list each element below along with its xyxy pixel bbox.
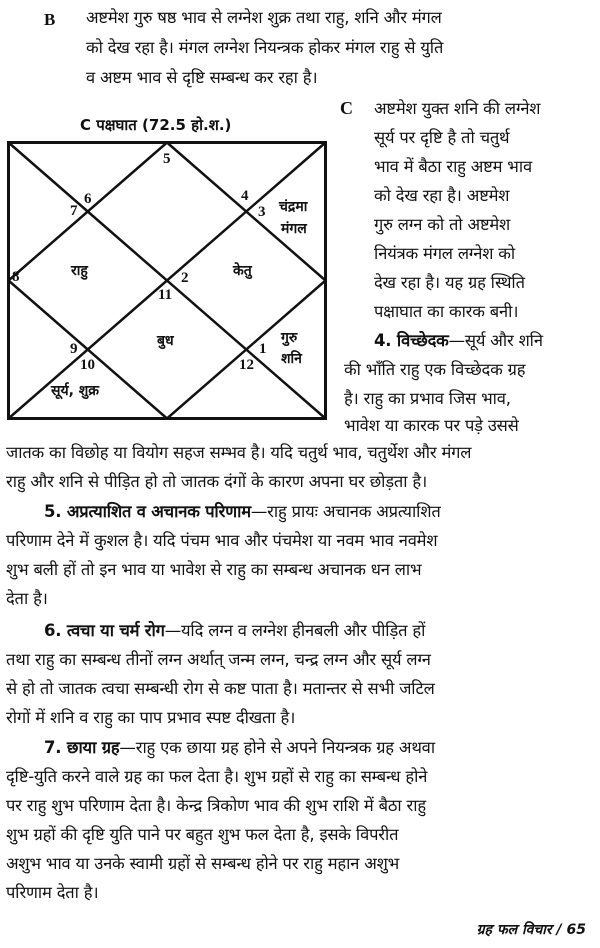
section-c-line-7: देख रहा है। यह ग्रह स्थिति bbox=[374, 273, 525, 292]
point-4-line-1: —सूर्य और शनि bbox=[448, 331, 543, 350]
planet-chandrama: चंद्रमा bbox=[279, 199, 308, 215]
chart-title: C पक्षघात (72.5 हो.श.) bbox=[80, 116, 232, 134]
page-footer: ग्रह फल विचार / 65 bbox=[476, 922, 586, 938]
planet-shani: शनि bbox=[281, 351, 302, 367]
point-7-line-3: पर राहु शुभ परिणाम देता है। केन्द्र त्रिकोण भाव की शुभ राशि में बैठा राहु bbox=[6, 796, 426, 815]
point-5-first-line bbox=[44, 500, 441, 524]
house-number-11: 11 bbox=[158, 287, 173, 303]
point-6-line-1: —यदि लग्न व लग्नेश हीनबली और पीड़ित हों bbox=[164, 621, 426, 640]
horoscope-chart bbox=[7, 141, 327, 420]
point-5-line-1: —राहु प्रायः अचानक अप्रत्याशित bbox=[250, 502, 441, 521]
point-4-line-2: की भाँति राहु एक विच्छेदक ग्रह bbox=[344, 360, 526, 379]
point-7-line-4: शुभ ग्रहों की दृष्टि युति पाने पर बहुत शुभ फल देता है, इसके विपरीत bbox=[6, 825, 399, 844]
section-c-line-1: अष्टमेश युक्त शनि की लग्नेश bbox=[374, 99, 541, 118]
point-7-line-2: दृष्टि-युति करने वाले ग्रह का फल देता है। शुभ ग्रहों से राहु का सम्बन्ध होने bbox=[6, 767, 428, 786]
planet-mangal: मंगल bbox=[281, 221, 307, 237]
house-number-6: 6 bbox=[84, 191, 92, 207]
planet-guru: गुरु bbox=[281, 330, 298, 346]
house-number-4: 4 bbox=[241, 188, 249, 204]
planet-budh: बुध bbox=[157, 333, 174, 349]
point-6-line-2: तथा राहु का सम्बन्ध तीनों लग्न अर्थात् जन्म लग्न, चन्द्र लग्न और सूर्य लग्न bbox=[6, 650, 431, 669]
point-4-line-3: है। राहु का प्रभाव जिस भाव, bbox=[344, 389, 511, 408]
point-6-line-3: से हो तो जातक त्वचा सम्बन्धी रोग से कष्ट पाता है। मतान्तर से सभी जटिल bbox=[6, 679, 435, 698]
planet-rahu: राहु bbox=[71, 263, 88, 279]
house-number-5: 5 bbox=[163, 151, 171, 167]
house-number-2: 2 bbox=[181, 270, 189, 286]
section-b-line-2: को देख रहा है। मंगल लग्नेश नियन्त्रक होकर मंगल राहु से युति bbox=[86, 38, 444, 57]
section-c-line-4: को देख रहा है। अष्टमेश bbox=[374, 186, 510, 205]
section-b-label: B bbox=[44, 10, 56, 29]
point-5-heading: 5. अप्रत्याशित व अचानक परिणाम bbox=[44, 502, 251, 521]
point-4-line-5: जातक का विछोह या वियोग सहज सम्भव है। यदि चतुर्थ भाव, चतुर्थेश और मंगल bbox=[6, 443, 472, 462]
chart-grid bbox=[7, 141, 327, 420]
planet-ketu: केतु bbox=[233, 263, 252, 279]
section-b-line-1: अष्टमेश गुरु षष्ठ भाव से लग्नेश शुक्र तथा राहु, शनि और मंगल bbox=[86, 8, 442, 27]
point-6-first-line bbox=[44, 619, 425, 643]
point-7-line-6: परिणाम देता है। bbox=[6, 883, 99, 902]
point-7-line-5: अशुभ भाव या उनके स्वामी ग्रहों से सम्बन्ध होने पर राहु महान अशुभ bbox=[6, 854, 400, 873]
house-number-10: 10 bbox=[80, 357, 95, 373]
house-number-3: 3 bbox=[258, 204, 266, 220]
house-number-9: 9 bbox=[70, 341, 78, 357]
point-4-heading: 4. विच्छेदक bbox=[374, 331, 449, 350]
house-number-8: 8 bbox=[12, 269, 20, 285]
section-c-line-8: पक्षाघात का कारक बनी। bbox=[374, 302, 519, 321]
house-number-12: 12 bbox=[239, 357, 254, 373]
point-7-heading: 7. छाया ग्रह bbox=[44, 738, 120, 757]
point-4-line-4: भावेश या कारक पर पड़े उससे bbox=[344, 416, 519, 435]
section-c-line-2: सूर्य पर दृष्टि है तो चतुर्थ bbox=[374, 128, 510, 147]
house-number-7: 7 bbox=[70, 203, 78, 219]
section-c-line-3: भाव में बैठा राहु अष्टम भाव bbox=[374, 157, 532, 176]
point-5-line-4: देता है। bbox=[6, 589, 48, 608]
point-7-line-1: —राहु एक छाया ग्रह होने से अपने नियन्त्रक ग्रह अथवा bbox=[119, 738, 435, 757]
point-7-first-line bbox=[44, 736, 435, 760]
section-c-line-6: नियंत्रक मंगल लग्नेश को bbox=[374, 244, 516, 263]
point-5-line-3: शुभ बली हों तो इन भाव या भावेश से राहु का सम्बन्ध अचानक धन लाभ bbox=[6, 560, 422, 579]
point-4-first-line bbox=[374, 329, 543, 353]
point-6-heading: 6. त्वचा या चर्म रोग bbox=[44, 621, 165, 640]
section-b-line-3: व अष्टम भाव से दृष्टि सम्बन्ध कर रहा है। bbox=[86, 68, 318, 87]
section-c-line-5: गुरु लग्न को तो अष्टमेश bbox=[374, 215, 511, 234]
section-c-label: C bbox=[340, 98, 353, 118]
point-5-line-2: परिणाम देने में कुशल है। यदि पंचम भाव और पंचमेश या नवम भाव नवमेश bbox=[6, 531, 438, 550]
planet-surya-shukra: सूर्य, शुक्र bbox=[51, 383, 100, 399]
point-6-line-4: रोगों में शनि व राहु का पाप प्रभाव स्पष्ट दीखता है। bbox=[6, 708, 296, 727]
house-number-1: 1 bbox=[259, 341, 267, 357]
point-4-line-6: राहु और शनि से पीड़ित हो तो जातक दंगों के कारण अपना घर छोड़ता है। bbox=[6, 472, 427, 491]
